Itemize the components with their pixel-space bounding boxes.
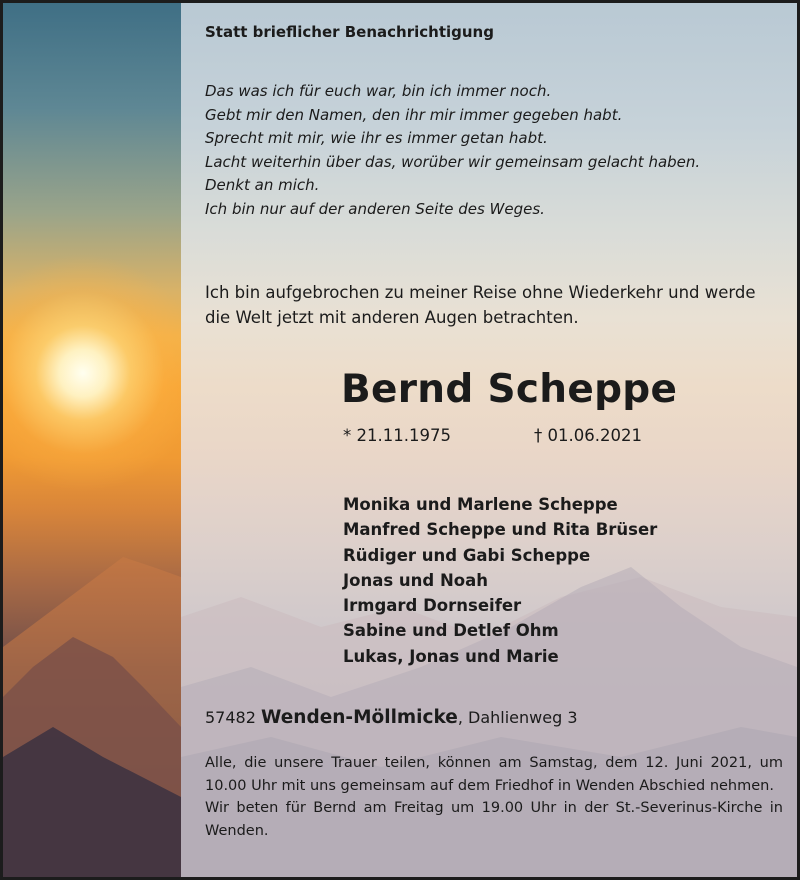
birth-date: * 21.11.1975 — [343, 426, 451, 445]
funeral-info: Alle, die unsere Trauer teilen, können am Samstag, dem 12. Juni 2021, um 10.00 Uhr mit uns gemeinsam auf dem Friedhof in Wenden Abschied nehmen. — [205, 755, 783, 794]
notice-header: Statt brieflicher Benachrichtigung — [205, 23, 494, 41]
poem-line: Denkt an mich. — [205, 176, 320, 194]
address-postcode: 57482 — [205, 708, 256, 727]
mourner-entry: Sabine und Detlef Ohm — [343, 621, 559, 641]
prayer-info: Wir beten für Bernd am Freitag um 19.00 Uhr in der St.-Severinus-Kirche in Wenden. — [205, 800, 783, 839]
poem-line: Gebt mir den Namen, den ihr mir immer gegeben habt. — [205, 105, 623, 124]
mourner-entry: Jonas und Noah — [343, 570, 488, 590]
poem-line: Das was ich für euch war, bin ich immer noch. — [205, 82, 552, 100]
poem-line: Ich bin nur auf der anderen Seite des Weges. — [205, 199, 545, 218]
sun-glow — [0, 253, 203, 493]
mourner-entry: Monika und Marlene Scheppe — [343, 495, 618, 514]
mourner-entry: Irmgard Dornseifer — [343, 596, 522, 616]
poem-line: Lacht weiterhin über das, worüber wir gemeinsam gelacht haben. — [205, 152, 701, 171]
mourner-entry: Manfred Scheppe und Rita Brüser — [343, 520, 658, 540]
intro-text: Ich bin aufgebrochen zu meiner Reise ohne Wiederkehr und werde die Welt jetzt mit anderen Augen betrachten. — [205, 283, 756, 327]
family-address — [205, 707, 578, 728]
left-mountain-silhouette — [3, 497, 181, 877]
mourner-entry: Lukas, Jonas und Marie — [343, 646, 559, 666]
mourners-list — [343, 492, 657, 669]
poem — [205, 80, 700, 221]
death-date: † 01.06.2021 — [534, 426, 642, 445]
deceased-name: Bernd Scheppe — [341, 367, 678, 412]
mourner-entry: Rüdiger und Gabi Scheppe — [343, 545, 591, 565]
address-town: Wenden-Möllmicke — [261, 707, 458, 728]
poem-line: Sprecht mit mir, wie ihr es immer getan habt. — [205, 129, 548, 147]
address-street: , Dahlienweg 3 — [457, 708, 578, 727]
closing-text — [205, 752, 783, 842]
